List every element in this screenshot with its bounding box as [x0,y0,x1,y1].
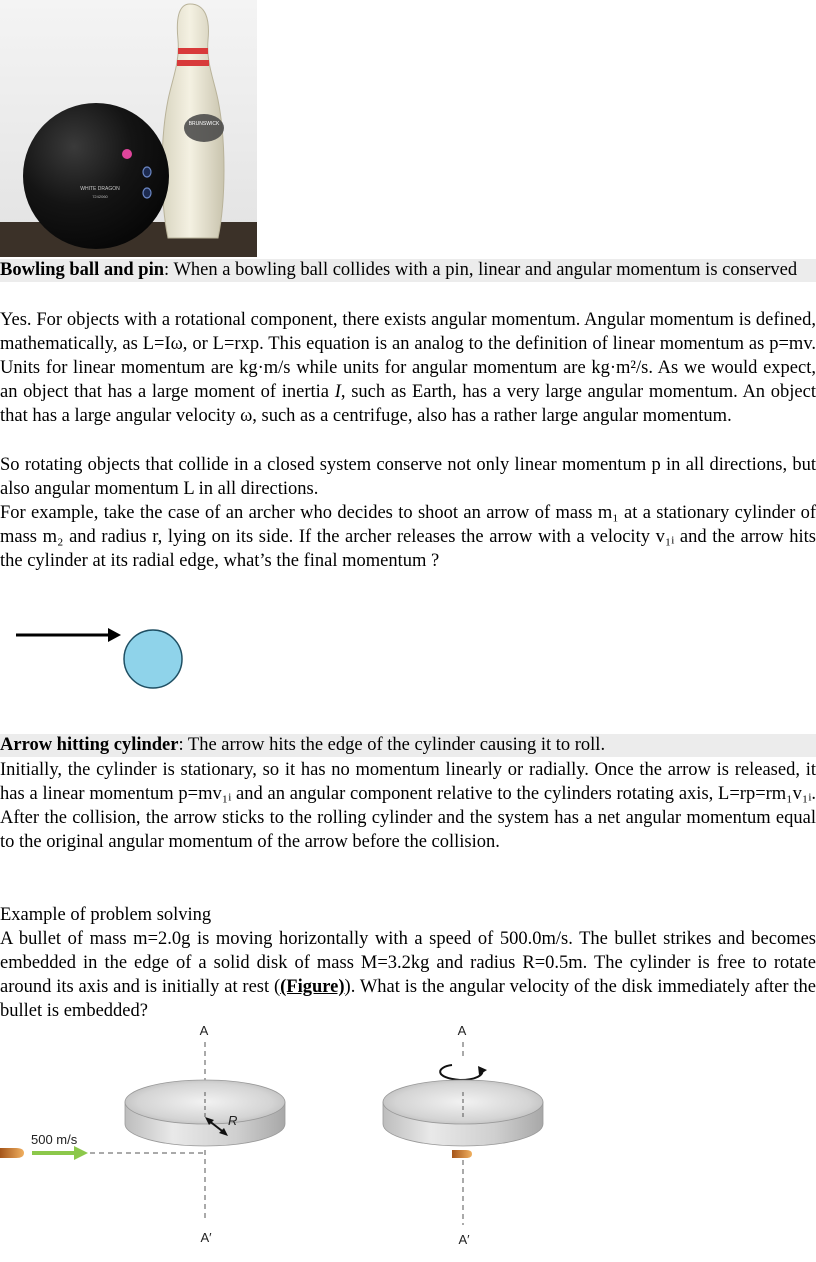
cylinder [124,630,182,688]
paragraph-bullet-problem [0,927,816,1023]
paragraph-bullet-problem-text: A bullet of mass m=2.0g is moving horizontally with a speed of 500.0m/s. The bullet strikes and becomes embedded in the edge of a solid disk of mass M=3.2kg and radius R=0.5m. The cylinder is free to rotate around its axis and is initially at rest ( [0,929,816,997]
caption-arrow-title: Arrow hitting cylinder [0,735,179,755]
caption-bowling-text: : When a bowling ball collides with a pin, linear and angular momentum is conserved [164,260,798,280]
angular-momentum-units: kg·m²/s [591,358,649,378]
paragraph-angular-momentum-text: Yes. For objects with a rotational component, there exists angular momentum. Angular momentum is defined, mathematically, as L=Iω, or L=rxp. This equation is an analog to the definition of linear momentum as p=mv. Units for linear momentum are kg·m/s while units for angular momentum are [0,310,816,378]
arrow-cylinder-figure [0,612,220,702]
caption-arrow [0,734,816,757]
arrow-head [108,628,121,642]
paragraph-angular-momentum [0,308,816,428]
pin-label: BRUNSWICK [188,121,220,127]
disk-bullet-figure [0,1020,560,1262]
paragraph-arrow-explanation: Initially, the cylinder is stationary, so it has no momentum linearly or radially. Once the arrow is released, it has a linear momentum p=mv₁ᵢ and an angular component relative to the cylinders rotating axis, L=rp=rm₁v₁ᵢ. After the collision, the arrow sticks to the rolling cylinder and the system has a net angular momentum equal to the original angular momentum of the arrow before the collision. [0,760,816,852]
bullet-icon [0,1148,24,1158]
radius-label: R [228,1113,238,1128]
moment-of-inertia-symbol: I [334,382,341,402]
paragraph-angular-momentum-text-b: . As we would expect, an object that has a large moment of inertia [0,358,816,402]
paragraph-archer-example: For example, take the case of an archer who decides to shoot an arrow of mass m₁ at a stationary cylinder of mass m₂ and radius r, lying on its side. If the archer releases the arrow with a velocity v₁ᵢ and the arrow hits the cylinder at its radial edge, what’s the final momentum ? [0,503,816,571]
paragraph-bullet-problem-text-b: ). What is the angular velocity of the disk immediately after the bullet is embedded? [0,977,816,1021]
axis-label-bottom-right: A′ [458,1232,470,1247]
caption-bowling [0,259,816,282]
speed-label: 500 m/s [31,1132,78,1147]
bowling-photo [0,0,257,257]
example-heading: Example of problem solving [0,905,212,925]
embedded-bullet-icon [452,1150,472,1158]
velocity-arrow-head [74,1146,88,1160]
paragraph-conservation: So rotating objects that collide in a closed system conserve not only linear momentum p in all directions, but also angular momentum L in all directions. [0,455,816,499]
axis-label-bottom-left: A′ [200,1230,212,1245]
ball-text-2: 7242060 [92,194,108,199]
rotation-arrow-icon [440,1065,482,1080]
axis-label-top-right: A [457,1023,467,1038]
ball-text-1: WHITE DRAGON [80,186,120,192]
axis-label-top-left: A [199,1023,209,1038]
paragraph-angular-momentum-text-c: , such as Earth, has a very large angular momentum. An object that has a large angular velocity ω, such as a centrifuge, also has a rather large angular momentum. [0,382,816,426]
figure-link[interactable]: (Figure) [280,977,345,997]
caption-bowling-title: Bowling ball and pin [0,260,165,280]
caption-arrow-text: : The arrow hits the edge of the cylinder causing it to roll. [178,735,606,755]
